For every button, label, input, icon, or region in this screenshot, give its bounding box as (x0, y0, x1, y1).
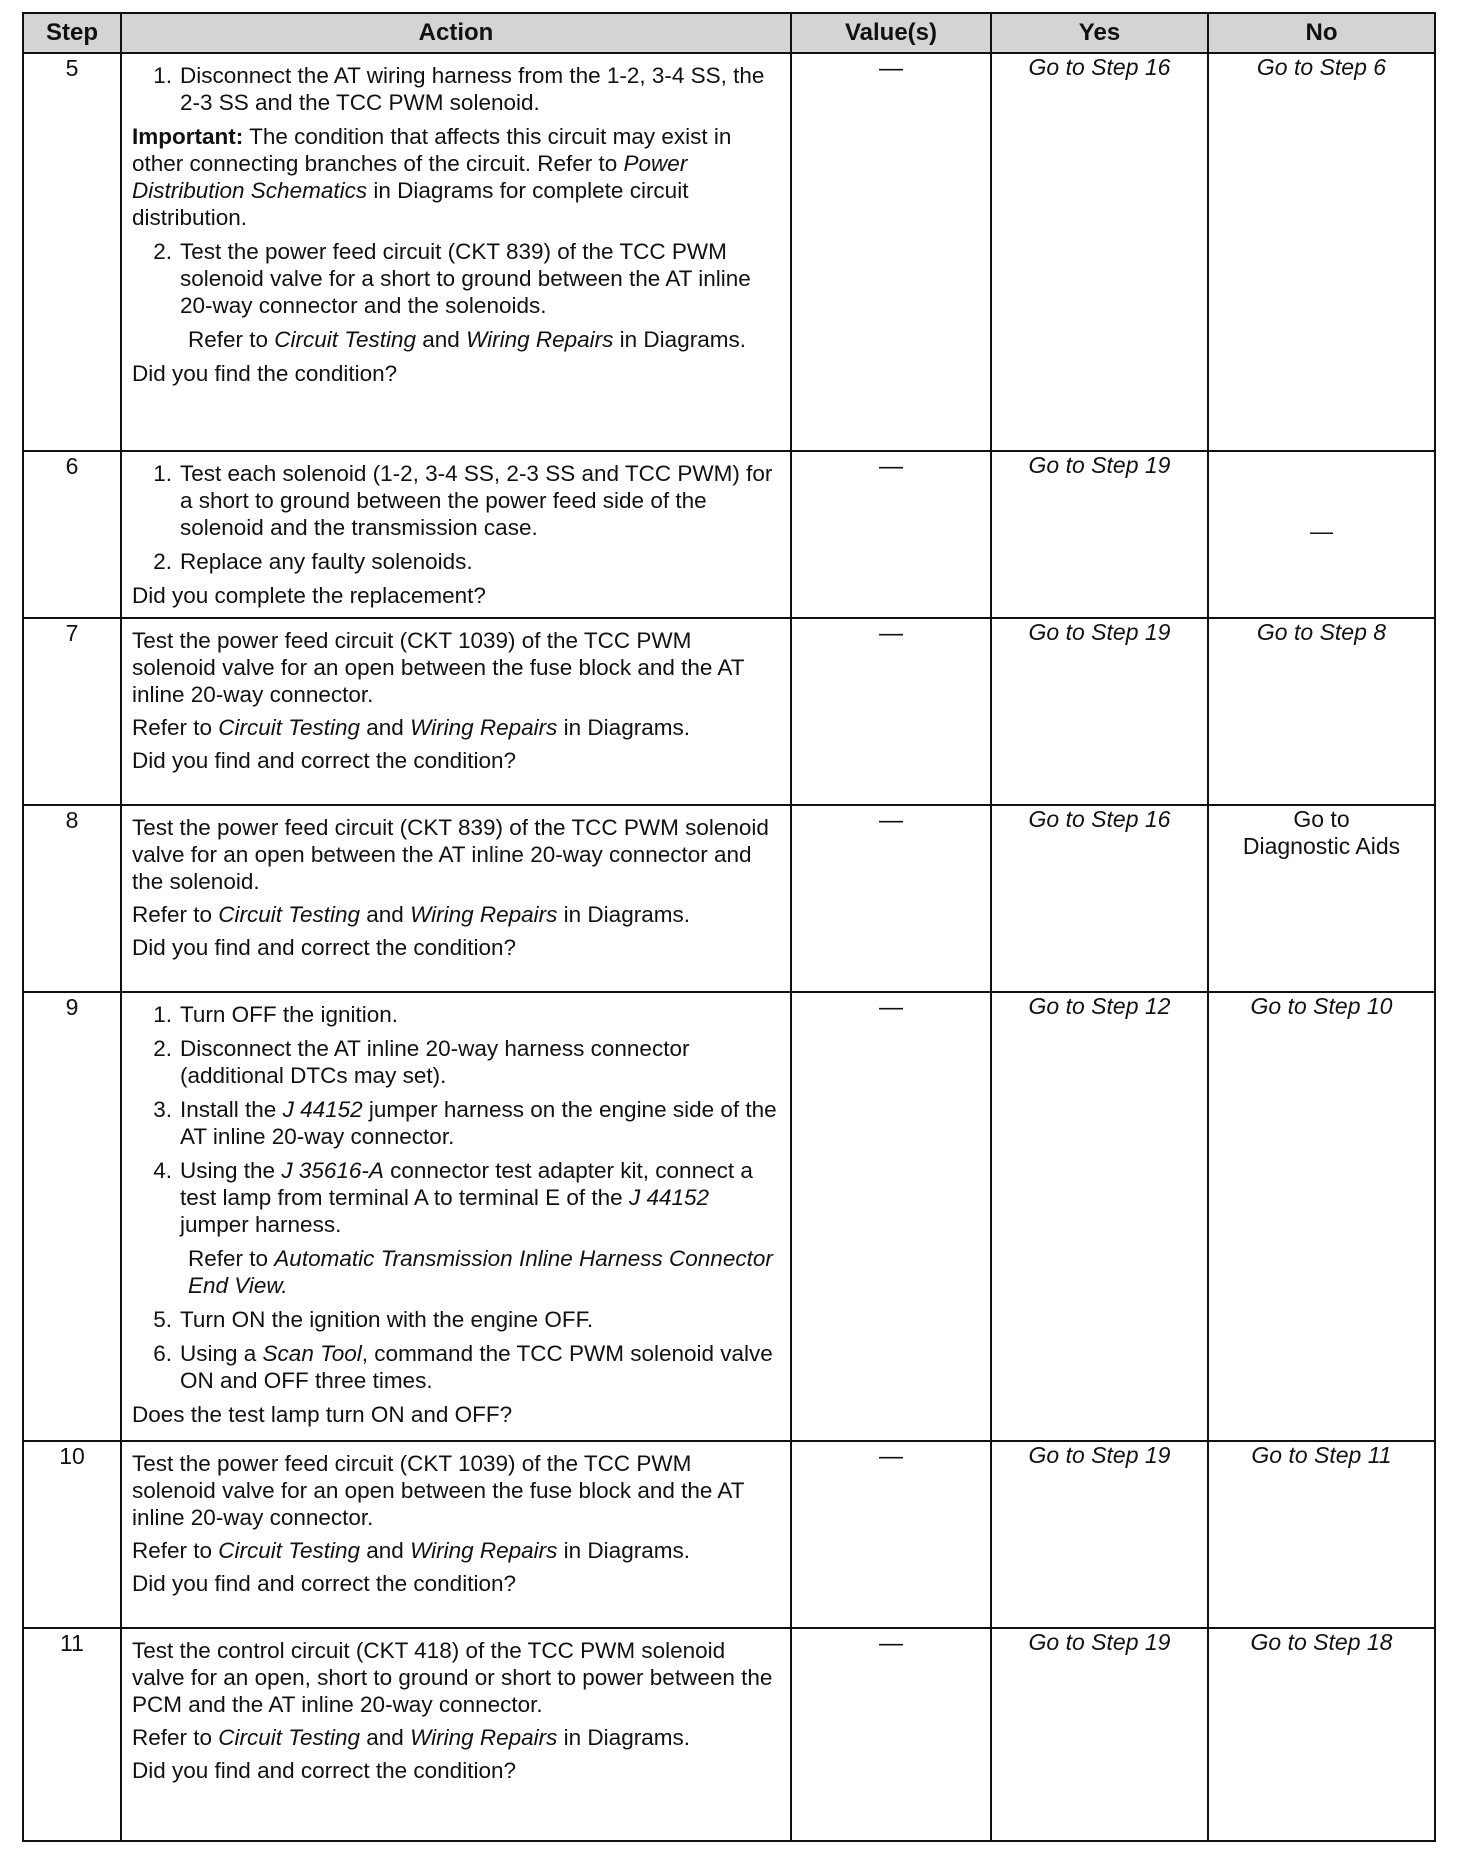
table-row (23, 618, 1435, 805)
no-link[interactable]: Go to Step 11 (1208, 1441, 1435, 1628)
question-text: Did you find and correct the condition? (132, 748, 516, 773)
table-row (23, 805, 1435, 992)
diagnostic-table (22, 12, 1436, 1842)
table-row (23, 451, 1435, 618)
yes-link[interactable]: Go to Step 19 (991, 451, 1208, 618)
no-link[interactable] (1208, 805, 1435, 992)
question-text: Did you find and correct the condition? (132, 935, 516, 960)
yes-link[interactable]: Go to Step 16 (991, 53, 1208, 451)
action-text: Test the power feed circuit (CKT 839) of the TCC PWM solenoid valve for an open between the AT inline 20-way connector and the solenoid. (132, 815, 769, 894)
value-cell: — (791, 53, 991, 451)
action-cell (121, 805, 791, 992)
step-number: 7 (23, 618, 121, 805)
reference-text: Refer to Circuit Testing and Wiring Repairs in Diagrams. (132, 1725, 690, 1750)
value-cell: — (791, 1441, 991, 1628)
list-item: 1. Test each solenoid (1-2, 3-4 SS, 2-3 SS and TCC PWM) for a short to ground between the power feed side of the solenoid and the transmission case. (153, 461, 773, 540)
reference-text: Refer to Circuit Testing and Wiring Repairs in Diagrams. (132, 902, 690, 927)
list-item: 2. Test the power feed circuit (CKT 839) of the TCC PWM solenoid valve for a short to ground between the AT inline 20-way connector and the solenoids. (153, 239, 751, 318)
value-cell: — (791, 992, 991, 1441)
important-note: Important: The condition that affects this circuit may exist in other connecting branches of the circuit. Refer to Power Distribution Schematics in Diagrams for complete circuit distribution. (132, 124, 732, 230)
no-link[interactable]: Go to Step 8 (1208, 618, 1435, 805)
yes-link[interactable]: Go to Step 19 (991, 1441, 1208, 1628)
action-text: Test the power feed circuit (CKT 1039) of the TCC PWM solenoid valve for an open between the fuse block and the AT inline 20-way connector. (132, 1451, 745, 1530)
step-number: 10 (23, 1441, 121, 1628)
question-text: Did you find and correct the condition? (132, 1571, 516, 1596)
table-row (23, 53, 1435, 451)
table-row (23, 1441, 1435, 1628)
question-text: Did you complete the replacement? (132, 583, 486, 608)
no-link[interactable]: Go to Step 6 (1208, 53, 1435, 451)
no-link-line2: Diagnostic Aids (1242, 833, 1401, 859)
action-text: Test the power feed circuit (CKT 1039) of the TCC PWM solenoid valve for an open between the fuse block and the AT inline 20-way connector. (132, 628, 745, 707)
no-link-line1: Go to (1293, 806, 1350, 832)
value-cell: — (791, 451, 991, 618)
header-action: Action (121, 13, 791, 53)
action-cell (121, 53, 791, 451)
yes-link[interactable]: Go to Step 19 (991, 1628, 1208, 1841)
action-text: Test the control circuit (CKT 418) of the TCC PWM solenoid valve for an open, short to ground or short to power between the PCM and the AT inline 20-way connector. (132, 1638, 773, 1717)
list-item: 1. Disconnect the AT wiring harness from the 1-2, 3-4 SS, the 2-3 SS and the TCC PWM solenoid. (153, 63, 765, 115)
header-yes: Yes (991, 13, 1208, 53)
header-values: Value(s) (791, 13, 991, 53)
list-item: 6. Using a Scan Tool, command the TCC PWM solenoid valve ON and OFF three times. (153, 1341, 773, 1393)
action-cell (121, 618, 791, 805)
step-number: 11 (23, 1628, 121, 1841)
reference-text: Refer to Circuit Testing and Wiring Repairs in Diagrams. (188, 327, 746, 352)
action-cell (121, 992, 791, 1441)
list-item: 2. Replace any faulty solenoids. (153, 549, 473, 574)
value-cell: — (791, 618, 991, 805)
question-text: Did you find and correct the condition? (132, 1758, 516, 1783)
value-cell: — (791, 1628, 991, 1841)
table-row (23, 1628, 1435, 1841)
reference-text: Refer to Circuit Testing and Wiring Repairs in Diagrams. (132, 1538, 690, 1563)
reference-text: Refer to Circuit Testing and Wiring Repairs in Diagrams. (132, 715, 690, 740)
yes-link[interactable]: Go to Step 19 (991, 618, 1208, 805)
step-number: 5 (23, 53, 121, 451)
reference-text: Refer to Automatic Transmission Inline Harness Connector End View. (188, 1246, 773, 1298)
action-cell (121, 1441, 791, 1628)
question-text: Does the test lamp turn ON and OFF? (132, 1402, 513, 1427)
action-cell (121, 451, 791, 618)
list-item: 4. Using the J 35616-A connector test adapter kit, connect a test lamp from terminal A to terminal E of the J 44152 jumper harness. (153, 1158, 753, 1237)
value-cell: — (791, 805, 991, 992)
no-link[interactable]: Go to Step 18 (1208, 1628, 1435, 1841)
table-row (23, 992, 1435, 1441)
header-row (23, 13, 1435, 53)
list-item: 5. Turn ON the ignition with the engine OFF. (153, 1307, 594, 1332)
list-item: 2. Disconnect the AT inline 20-way harness connector (additional DTCs may set). (153, 1036, 690, 1088)
list-item: 1. Turn OFF the ignition. (153, 1002, 399, 1027)
header-no: No (1208, 13, 1435, 53)
yes-link[interactable]: Go to Step 12 (991, 992, 1208, 1441)
step-number: 6 (23, 451, 121, 618)
question-text: Did you find the condition? (132, 361, 398, 386)
no-cell: — (1208, 451, 1435, 618)
yes-link[interactable]: Go to Step 16 (991, 805, 1208, 992)
no-link[interactable]: Go to Step 10 (1208, 992, 1435, 1441)
list-item: 3. Install the J 44152 jumper harness on the engine side of the AT inline 20-way connector. (153, 1097, 777, 1149)
action-cell (121, 1628, 791, 1841)
header-step: Step (23, 13, 121, 53)
step-number: 9 (23, 992, 121, 1441)
step-number: 8 (23, 805, 121, 992)
